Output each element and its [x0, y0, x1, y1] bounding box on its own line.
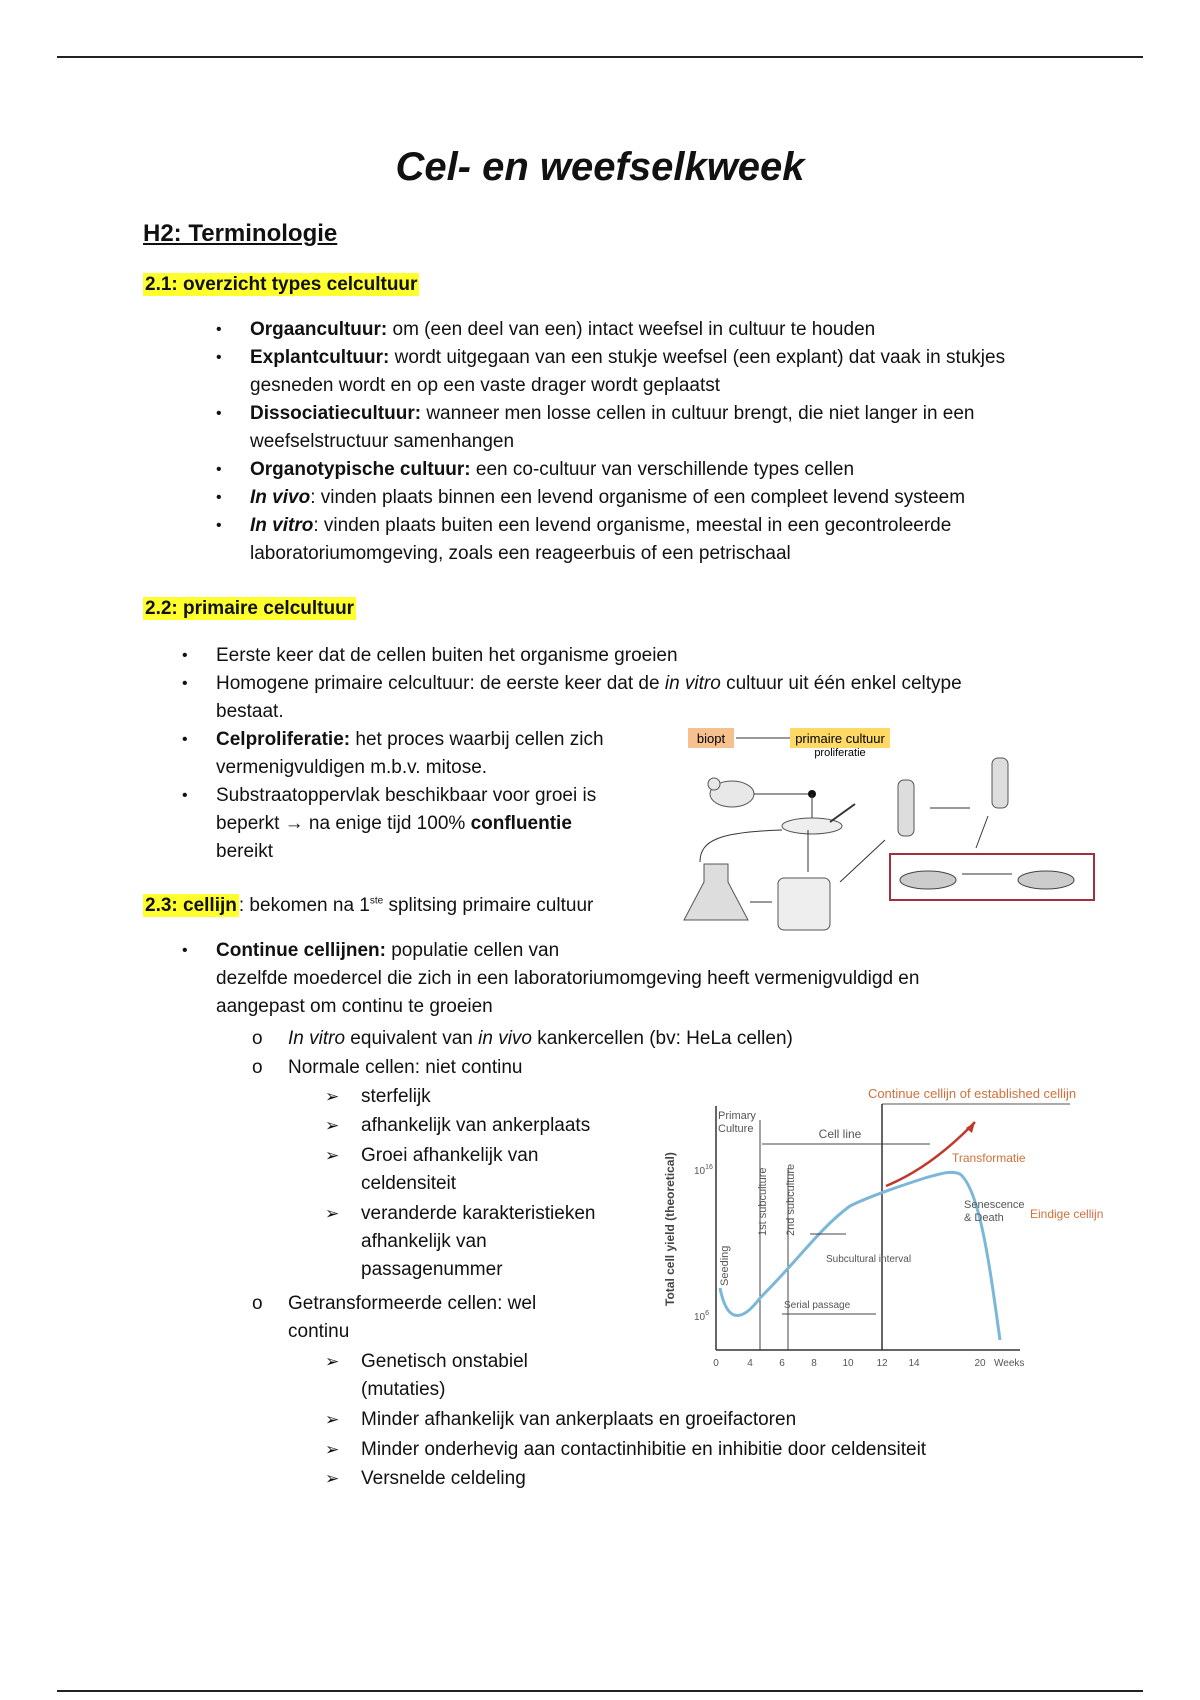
primary-culture-diagram	[680, 722, 1110, 942]
list-item: • Homogene primaire celcultuur: de eerste keer dat de in vitro cultuur uit één enkel celtype	[182, 673, 962, 694]
list-item: • Explantcultuur: wordt uitgegaan van een stukje weefsel (een explant) dat vaak in stukjes	[216, 347, 1006, 368]
list-item-cont: bestaat.	[216, 701, 284, 722]
list-item: • Continue cellijnen: populatie cellen van	[182, 940, 560, 961]
types-list	[216, 316, 1006, 568]
arrow-item: ➢ sterfelijk	[325, 1086, 431, 1107]
arrow-item: ➢ Genetisch onstabiel (mutaties)	[325, 1351, 528, 1400]
list-item: • Substraatoppervlak beschikbaar voor groei is	[182, 785, 597, 806]
x-tick: 14	[908, 1358, 920, 1369]
list-item: • In vivo: vinden plaats binnen een levend organisme of een compleet levend systeem	[216, 487, 966, 508]
section-2-1-label: 2.1: overzicht types celcultuur	[145, 274, 418, 295]
sub1-label: 1st subculture	[757, 1167, 769, 1236]
list-item-cont: aangepast om continu te groeien	[216, 996, 493, 1017]
page-title: Cel- en weefselkweek	[395, 145, 805, 189]
list-item-cont: laboratoriumomgeving, zoals een reageerbuis of een petrischaal	[250, 543, 791, 564]
list-item: • Dissociatiecultuur: wanneer men losse cellen in cultuur brengt, die niet langer in een	[216, 403, 975, 424]
continue-label: Continue cellijn of established cellijn	[867, 1086, 1077, 1101]
weeks-label: Weeks	[994, 1358, 1025, 1369]
serial-label: Serial passage	[784, 1300, 851, 1311]
transformatie-label: Transformatie	[952, 1151, 1026, 1165]
arrow-item: ➢ Versnelde celdeling	[325, 1468, 526, 1489]
arrow-item: ➢ Minder onderhevig aan contactinhibitie en inhibitie door celdensiteit	[325, 1439, 927, 1460]
arrow-item: ➢ veranderde karakteristieken afhankelijk van passagenummer	[325, 1203, 596, 1280]
list-item: • In vitro: vinden plaats buiten een levend organisme, meestal in een gecontroleerde	[216, 515, 952, 536]
list-item: • Celproliferatie: het proces waarbij cellen zich	[182, 729, 604, 750]
list-item-cont: vermenigvuldigen m.b.v. mitose.	[216, 757, 488, 778]
x-tick: 8	[811, 1358, 817, 1369]
proliferatie-label: proliferatie	[814, 747, 866, 759]
y-tick-lo: $10^6$	[694, 1310, 710, 1323]
x-tick: 10	[842, 1358, 854, 1369]
x-tick: 20	[974, 1358, 986, 1369]
x-tick: 0	[713, 1358, 719, 1369]
flask-icon	[684, 864, 748, 920]
list-item-cont: weefselstructuur samenhangen	[250, 431, 515, 452]
tube-icon	[898, 780, 914, 836]
cell-line-list	[182, 937, 920, 1021]
subint-label: Subcultural interval	[826, 1254, 912, 1265]
primaire-label: primaire cultuur	[795, 731, 885, 746]
list-item: • Organotypische cultuur: een co-cultuur van verschillende types cellen	[216, 459, 855, 480]
sub-item-normal: o Normale cellen: niet continu	[252, 1057, 523, 1078]
x-tick: 4	[747, 1358, 753, 1369]
death-label: & Death	[964, 1212, 1004, 1224]
top-rule	[57, 56, 1143, 58]
biopt-label: biopt	[696, 731, 726, 746]
primary-label: Primary	[718, 1110, 756, 1122]
arrow-item: ➢ Groei afhankelijk van celdensiteit	[325, 1145, 539, 1194]
x-tick: 12	[876, 1358, 888, 1369]
senescence-label: Senescence	[964, 1199, 1025, 1211]
section-2-2-label: 2.2: primaire celcultuur	[145, 598, 355, 619]
eindige-label: Eindige cellijn	[1030, 1207, 1104, 1221]
culture-label: Culture	[718, 1123, 754, 1135]
list-item-cont: beperkt → na enige tijd 100% confluentie	[216, 813, 572, 834]
list-item-cont: gesneden wordt en op een vaste drager wordt geplaatst	[250, 375, 721, 396]
sub-item-in-vitro: o In vitro equivalent van in vivo kankercellen (bv: HeLa cellen)	[252, 1028, 793, 1049]
jar-icon	[778, 878, 830, 930]
bottom-rule	[57, 1690, 1143, 1692]
seeding-label: Seeding	[719, 1245, 731, 1286]
sub2-label: 2nd subculture	[785, 1163, 797, 1236]
sub-item-transformed: o Getransformeerde cellen: wel continu	[252, 1293, 537, 1342]
list-item-cont: dezelfde moedercel die zich in een laboratoriumomgeving heeft vermenigvuldigd en	[216, 968, 920, 989]
arrow-item: ➢ afhankelijk van ankerplaats	[325, 1115, 591, 1136]
section-heading: H2: Terminologie	[143, 220, 338, 247]
x-tick: 6	[779, 1358, 785, 1369]
cell-line-growth-diagram	[650, 1078, 1130, 1378]
y-tick-hi: $10^{16}$	[694, 1164, 713, 1177]
list-item: • Eerste keer dat de cellen buiten het organisme groeien	[182, 645, 678, 666]
list-item: • Orgaancultuur: om (een deel van een) intact weefsel in cultuur te houden	[216, 319, 876, 340]
dish-icon-2	[1018, 871, 1074, 889]
cell-line-label: Cell line	[818, 1127, 862, 1141]
y-axis-label: Total cell yield (theoretical)	[663, 1152, 677, 1306]
tube-icon-2	[992, 758, 1008, 808]
list-item-cont: bereikt	[216, 841, 274, 862]
arrow-item: ➢ Minder afhankelijk van ankerplaats en groeifactoren	[325, 1409, 797, 1430]
dish-icon-1	[900, 871, 956, 889]
section-2-3-label: 2.3: cellijn : bekomen na 1ste splitsing primaire cultuur	[145, 895, 594, 916]
